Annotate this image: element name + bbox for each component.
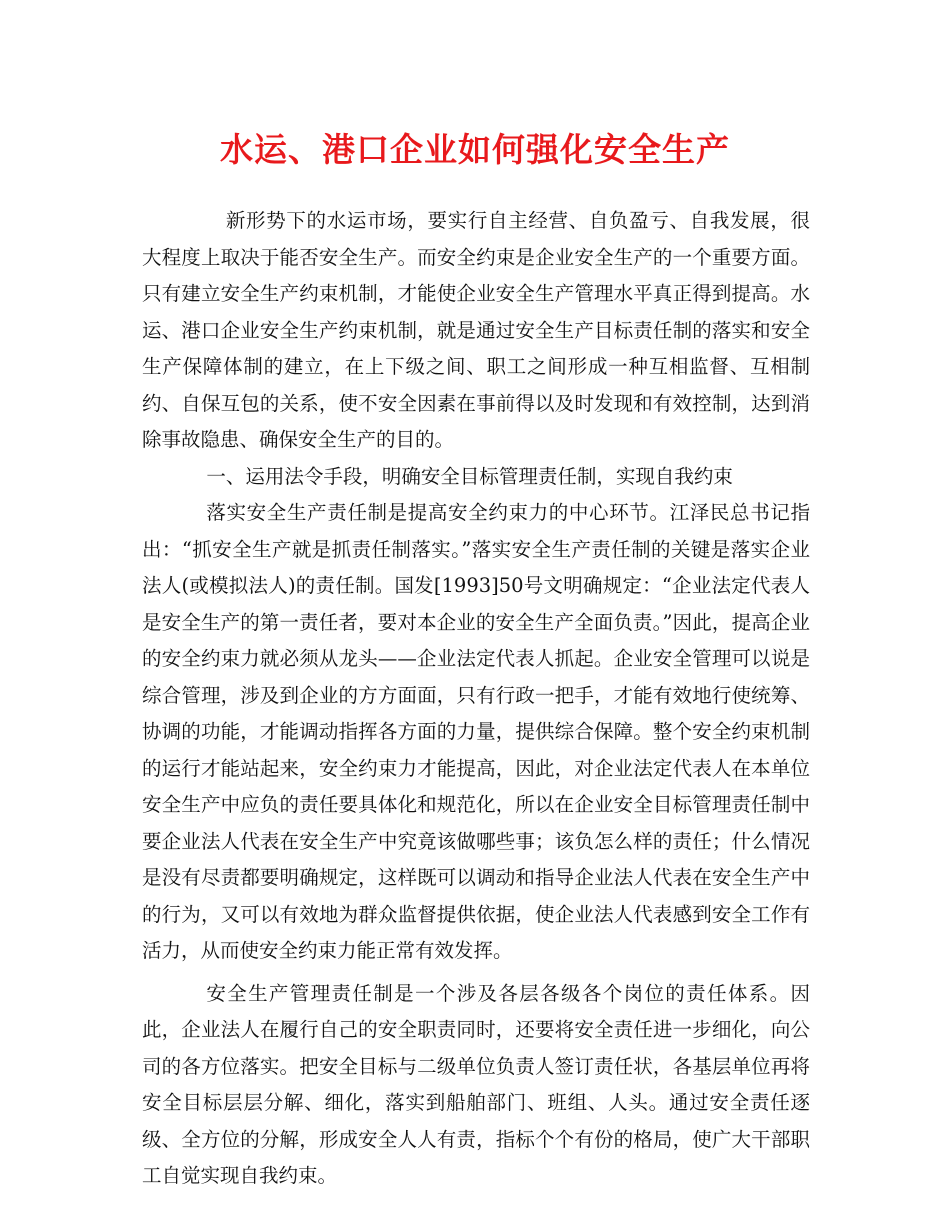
paragraph-responsibility-system: 安全生产管理责任制是一个涉及各层各级各个岗位的责任体系。因此，企业法人在履行自己的安全职责同时，还要将安全责任进一步细化，向公司的各方位落实。把安全目标与二级单位负责人签订责任状，各基层单位再将安全目标层层分解、细化，落实到船舶部门、班组、人头。通过安全责任逐级、全方位的分解，形成安全人人有责，指标个个有份的格局，使广大干部职工自觉实现自我约束。 (142, 981, 810, 1187)
section-heading-1: 一、运用法令手段，明确安全目标管理责任制，实现自我约束 (206, 464, 733, 488)
paragraph-intro: 新形势下的水运市场，要实行自主经营、自负盈亏、自我发展，很大程度上取决于能否安全生产。而安全约束是企业安全生产的一个重要方面。只有建立安全生产约束机制，才能使企业安全生产管理水平真正得到提高。水运、港口企业安全生产约束机制，就是通过安全生产目标责任制的落实和安全生产保障体制的建立，在上下级之间、职工之间形成一种互相监督、互相制约、自保互包的关系，使不安全因素在事前得以及时发现和有效控制，达到消除事故隐患、确保安全生产的目的。 (142, 209, 810, 451)
paragraph-responsibility: 落实安全生产责任制是提高安全约束力的中心环节。江泽民总书记指出：“抓安全生产就是抓责任制落实。”落实安全生产责任制的关键是落实企业法人(或模拟法人)的责任制。国发[1993]50号文明确规定：“企业法定代表人是安全生产的第一责任者，要对本企业的安全生产全面负责。”因此，提高企业的安全约束力就必须从龙头——企业法定代表人抓起。企业安全管理可以说是综合管理，涉及到企业的方方面面，只有行政一把手，才能有效地行使统筹、协调的功能，才能调动指挥各方面的力量，提供综合保障。整个安全约束机制的运行才能站起来，安全约束力才能提高，因此，对企业法定代表人在本单位安全生产中应负的责任要具体化和规范化，所以在企业安全目标管理责任制中要企业法人代表在安全生产中究竟该做哪些事；该负怎么样的责任；什么情况是没有尽责都要明确规定，这样既可以调动和指导企业法人代表在安全生产中的行为，又可以有效地为群众监督提供依据，使企业法人代表感到安全工作有活力，从而使安全约束力能正常有效发挥。 (142, 501, 810, 962)
document-body (142, 203, 810, 1195)
document-title: 水运、港口企业如何强化安全生产 (220, 130, 730, 169)
